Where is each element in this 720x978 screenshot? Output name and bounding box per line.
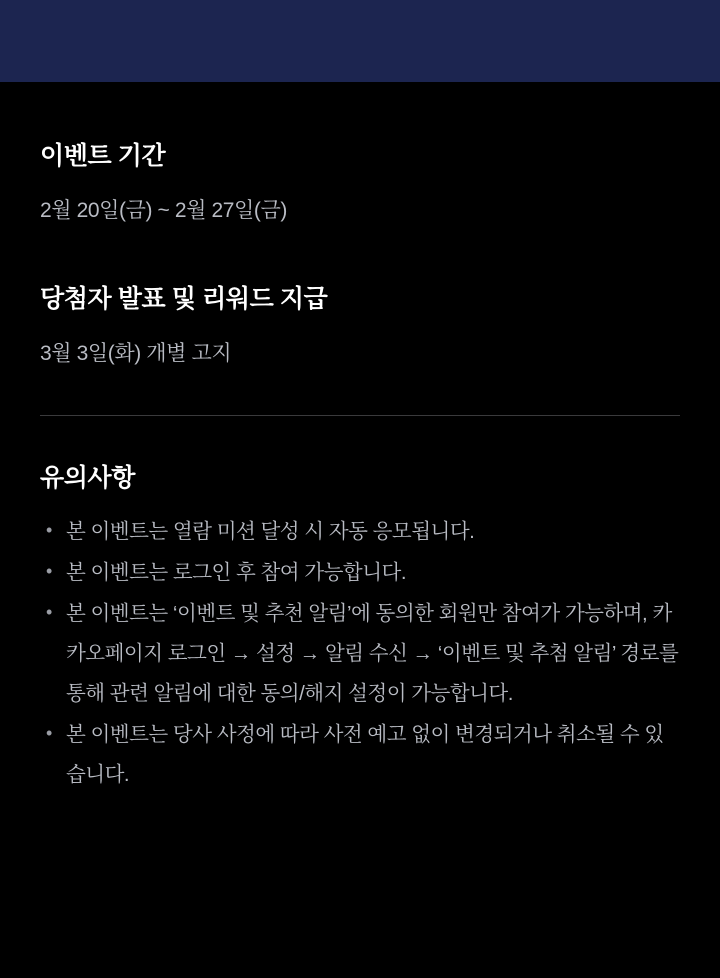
section-notice bbox=[40, 416, 680, 795]
notice-title: 유의사항 bbox=[40, 464, 136, 492]
event-period-value: 2월 20일(금) ~ 2월 27일(금) bbox=[40, 199, 287, 222]
top-banner bbox=[0, 0, 720, 82]
list-item: • 본 이벤트는 열람 미션 달성 시 자동 응모됩니다. bbox=[40, 512, 680, 552]
winner-announcement-title: 당첨자 발표 및 리워드 지급 bbox=[40, 285, 328, 313]
list-item: • 본 이벤트는 로그인 후 참여 가능합니다. bbox=[40, 553, 680, 593]
list-item: • 본 이벤트는 당사 사정에 따라 사전 예고 없이 변경되거나 취소될 수 있습니다. bbox=[40, 715, 680, 795]
content-area bbox=[0, 82, 720, 795]
event-period-title: 이벤트 기간 bbox=[40, 142, 166, 170]
section-event-period bbox=[40, 82, 680, 224]
section-winner-announcement bbox=[40, 224, 680, 367]
notice-list bbox=[40, 494, 680, 795]
winner-announcement-value: 3월 3일(화) 개별 고지 bbox=[40, 342, 232, 365]
list-item: • 본 이벤트는 ‘이벤트 및 추천 알림’에 동의한 회원만 참여가 가능하며, 카카오페이지 로그인 → 설정 → 알림 수신 → ‘이벤트 및 추첨 알림’ 경로를 통해 관련 알림에 대한 동의/해지 설정이 가능합니다. bbox=[40, 594, 680, 714]
